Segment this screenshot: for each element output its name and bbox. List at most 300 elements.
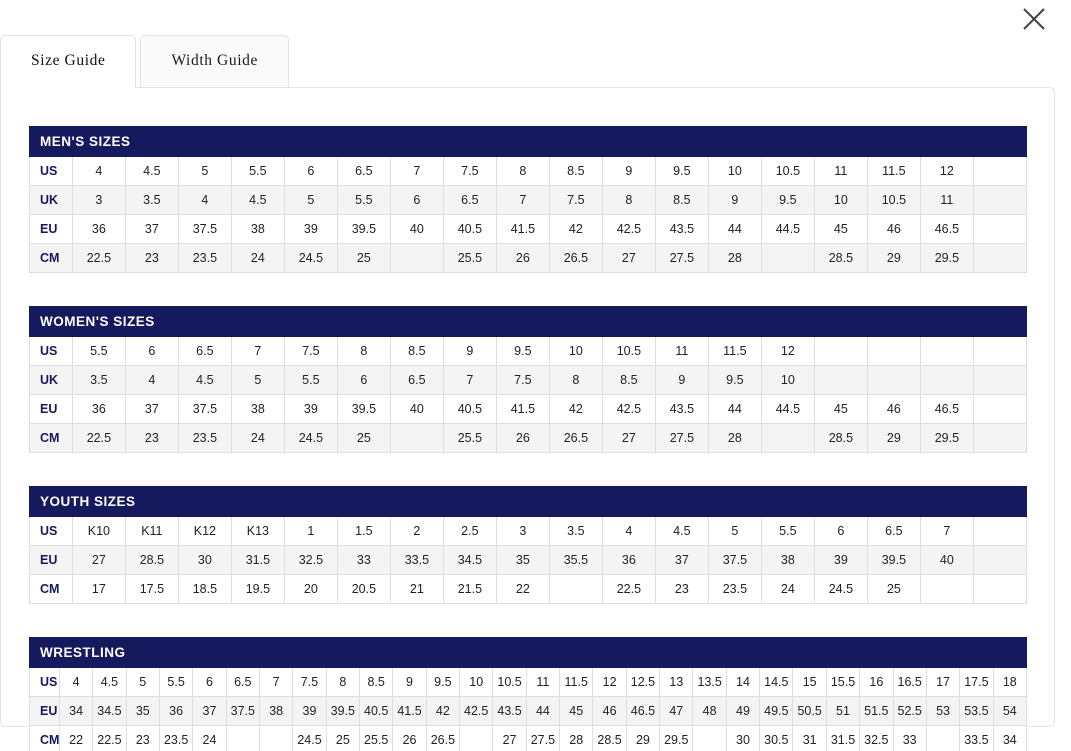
table-cell [867,366,920,395]
table-cell: K13 [231,517,284,546]
table-header-cell [973,487,1026,517]
table-title: WOMEN'S SIZES [30,307,179,337]
table-cell [549,575,602,604]
table-header-cell [443,127,496,157]
table-header-cell [493,638,526,668]
table-cell: 27.5 [526,726,559,751]
table-header-cell [920,307,973,337]
table-header-cell [284,127,337,157]
table-cell [390,424,443,453]
row-label: EU [30,546,73,575]
table-cell: 53.5 [960,697,993,726]
table-cell: 3.5 [125,186,178,215]
table-cell: 20.5 [337,575,390,604]
table-row [30,697,1027,726]
table-cell: 42 [549,215,602,244]
table-cell: 24.5 [814,575,867,604]
table-cell: 31.5 [231,546,284,575]
table-cell: 4 [178,186,231,215]
table-cell: 39.5 [337,215,390,244]
table-header-cell [960,638,993,668]
table-row [30,575,1027,604]
table-title: MEN'S SIZES [30,127,179,157]
table-row [30,337,1027,366]
table-cell: 6.5 [337,157,390,186]
table-cell [973,366,1026,395]
table-cell: 16.5 [893,668,926,697]
table-cell [920,337,973,366]
table-cell: 9.5 [761,186,814,215]
table-cell: 26.5 [549,424,602,453]
table-cell: 42.5 [602,215,655,244]
table-cell: 43.5 [655,215,708,244]
table-cell: 26.5 [426,726,459,751]
row-label: EU [30,395,73,424]
table-cell: 51.5 [860,697,893,726]
table-cell: 4 [125,366,178,395]
table-cell: 3.5 [549,517,602,546]
table-cell: 39 [284,215,337,244]
table-row [30,546,1027,575]
table-cell: K12 [178,517,231,546]
table-cell: 13 [660,668,693,697]
table-header-cell [231,307,284,337]
table-cell: 7.5 [284,337,337,366]
table-cell: 10 [549,337,602,366]
table-cell: 14 [726,668,759,697]
table-cell: 14.5 [760,668,793,697]
table-cell: 7 [920,517,973,546]
table-cell: 24 [761,575,814,604]
table-cell: 40 [390,395,443,424]
table-cell: 44.5 [761,395,814,424]
table-cell: 23 [126,726,159,751]
table-cell: 28.5 [814,244,867,273]
table-header-cell [549,127,602,157]
table-cell: 49 [726,697,759,726]
table-cell: 43.5 [655,395,708,424]
table-cell: 24 [231,424,284,453]
table-cell: 27 [602,424,655,453]
table-cell: 28 [708,424,761,453]
table-cell: 41.5 [496,395,549,424]
table-cell: 30 [178,546,231,575]
table-cell: 42.5 [460,697,493,726]
table-cell: 39 [284,395,337,424]
table-cell: 24.5 [284,424,337,453]
table-cell: 22.5 [72,244,125,273]
table-cell [973,337,1026,366]
table-cell: 17 [72,575,125,604]
table-cell: 37.5 [226,697,259,726]
table-cell: 25 [337,244,390,273]
table-header-cell [337,127,390,157]
table-cell: 42 [549,395,602,424]
table-header-cell [326,638,359,668]
table-cell: 40.5 [443,395,496,424]
table-cell: 4 [72,157,125,186]
table-cell: 7 [496,186,549,215]
table-cell: 33.5 [390,546,443,575]
table-cell: 3 [496,517,549,546]
table-header-cell [426,638,459,668]
row-label: US [30,157,73,186]
table-cell: 29 [867,424,920,453]
table-cell: 7.5 [443,157,496,186]
size-table [29,486,1027,604]
table-cell [814,366,867,395]
table-header-cell [549,487,602,517]
table-cell: 9 [655,366,708,395]
table-cell: 5.5 [337,186,390,215]
table-header-cell [920,127,973,157]
row-label: CM [30,726,60,751]
table-cell: 52.5 [893,697,926,726]
table-cell: 37 [125,395,178,424]
table-cell: 24.5 [293,726,326,751]
table-cell: 4.5 [231,186,284,215]
table-cell: 5.5 [72,337,125,366]
table-cell: 11 [814,157,867,186]
table-cell [867,337,920,366]
table-header-cell [655,487,708,517]
table-cell: 5.5 [231,157,284,186]
table-header-cell [660,638,693,668]
table-cell: 11.5 [560,668,593,697]
table-cell: 15.5 [826,668,859,697]
table-cell: 27 [602,244,655,273]
table-cell: 3.5 [72,366,125,395]
table-cell: 17.5 [960,668,993,697]
row-label: UK [30,366,73,395]
table-cell: 7 [443,366,496,395]
table-header-cell [284,307,337,337]
row-label: EU [30,697,60,726]
table-cell: 6.5 [867,517,920,546]
table-cell: 45 [814,395,867,424]
table-header-cell [602,127,655,157]
table-cell: 37 [125,215,178,244]
table-cell: 8 [496,157,549,186]
table-cell: 8 [549,366,602,395]
table-cell: 10.5 [602,337,655,366]
table-cell [973,395,1026,424]
table-cell: 22 [59,726,92,751]
table-cell: 48 [693,697,726,726]
table-cell: 7.5 [293,668,326,697]
table-cell: 8.5 [655,186,708,215]
table-cell: 5.5 [284,366,337,395]
table-cell: 41.5 [393,697,426,726]
table-title: YOUTH SIZES [30,487,179,517]
table-cell: 44 [526,697,559,726]
table-cell: 26 [496,424,549,453]
table-cell [390,244,443,273]
table-cell: 29 [626,726,659,751]
table-cell: 6 [193,668,226,697]
table-cell: 8.5 [360,668,393,697]
row-label: CM [30,244,73,273]
table-cell: 25 [326,726,359,751]
table-cell: 51 [826,697,859,726]
table-cell: 41.5 [496,215,549,244]
table-cell [226,726,259,751]
table-cell: 8.5 [602,366,655,395]
table-cell: 6.5 [178,337,231,366]
table-cell: 36 [72,215,125,244]
table-cell: 9.5 [708,366,761,395]
table-header-cell [549,307,602,337]
table-cell: 16 [860,668,893,697]
table-cell: 31 [793,726,826,751]
table-row [30,186,1027,215]
table-cell: 8 [337,337,390,366]
table-cell: 6 [337,366,390,395]
table-cell: 6 [814,517,867,546]
table-cell: 36 [602,546,655,575]
table-header-cell [560,638,593,668]
table-cell: 7 [259,668,292,697]
table-cell: 10 [460,668,493,697]
table-cell: 8 [326,668,359,697]
table-cell: 27.5 [655,424,708,453]
table-header-cell [814,307,867,337]
table-cell: 8.5 [549,157,602,186]
table-header-cell [390,307,443,337]
table-header-cell [293,638,326,668]
table-cell: 38 [259,697,292,726]
size-table [29,306,1027,453]
table-cell: 25 [867,575,920,604]
table-cell: 9.5 [496,337,549,366]
table-header-cell [626,638,659,668]
table-header-cell [926,638,959,668]
table-cell: 11 [920,186,973,215]
table-cell: 44 [708,215,761,244]
table-cell: 39.5 [337,395,390,424]
table-cell: 32.5 [860,726,893,751]
table-cell: 39.5 [867,546,920,575]
tab-width-guide[interactable] [140,35,288,87]
table-header-cell [814,487,867,517]
table-cell: 21 [390,575,443,604]
table-cell: 9.5 [426,668,459,697]
table-cell: 23.5 [178,244,231,273]
table-cell: 11.5 [708,337,761,366]
table-cell: 4.5 [178,366,231,395]
table-cell: 10 [814,186,867,215]
table-cell: 24 [231,244,284,273]
table-cell: 5 [284,186,337,215]
table-cell: 2 [390,517,443,546]
row-label: US [30,668,60,697]
table-cell [761,244,814,273]
table-header-cell [708,487,761,517]
table-cell: 9 [443,337,496,366]
table-cell: K11 [125,517,178,546]
table-cell: 26 [496,244,549,273]
table-cell [973,546,1026,575]
size-tables [1,88,1054,751]
table-header-cell [860,638,893,668]
table-cell: 44 [708,395,761,424]
table-cell: 1 [284,517,337,546]
table-cell: 29 [867,244,920,273]
table-cell [259,726,292,751]
table-cell: 6 [284,157,337,186]
table-cell: 29.5 [920,244,973,273]
table-cell: 30.5 [760,726,793,751]
table-cell: 39 [814,546,867,575]
table-cell: 24.5 [284,244,337,273]
table-cell: 37 [655,546,708,575]
table-cell: 12 [593,668,626,697]
table-cell: 25 [337,424,390,453]
table-cell [973,215,1026,244]
table-header-cell [231,487,284,517]
table-cell: 6.5 [390,366,443,395]
table-header-cell [793,638,826,668]
size-guide-panel [0,87,1055,747]
tab-size-guide[interactable] [0,35,136,87]
table-cell: 10 [761,366,814,395]
table-cell: 28.5 [814,424,867,453]
table-cell: 6.5 [443,186,496,215]
table-cell: 29.5 [660,726,693,751]
row-label: CM [30,575,73,604]
table-header-cell [526,638,559,668]
table-cell: 31.5 [826,726,859,751]
close-icon[interactable] [1015,0,1053,38]
table-row [30,517,1027,546]
table-header-cell [602,487,655,517]
table-cell: 25.5 [360,726,393,751]
table-row [30,157,1027,186]
table-cell: 45 [560,697,593,726]
table-cell: 5 [178,157,231,186]
table-cell: 40.5 [443,215,496,244]
table-cell: 35 [496,546,549,575]
table-cell [920,575,973,604]
table-cell: 4 [59,668,92,697]
table-cell: 9 [602,157,655,186]
table-cell: 25.5 [443,244,496,273]
table-cell: 18 [993,668,1026,697]
table-cell: 4.5 [655,517,708,546]
table-cell: 23 [655,575,708,604]
table-cell: 22.5 [72,424,125,453]
table-row [30,395,1027,424]
table-cell: 11 [526,668,559,697]
table-header-cell [761,307,814,337]
table-cell: 46 [867,215,920,244]
table-cell: 19.5 [231,575,284,604]
table-cell: 34.5 [93,697,126,726]
table-cell: 23 [125,244,178,273]
table-row [30,366,1027,395]
table-cell: 37.5 [708,546,761,575]
table-cell: 7.5 [496,366,549,395]
table-cell: 21.5 [443,575,496,604]
table-cell: 22.5 [93,726,126,751]
table-header-cell [496,487,549,517]
row-label: CM [30,424,73,453]
table-cell: 12 [920,157,973,186]
table-cell: 46.5 [626,697,659,726]
table-header-cell [867,487,920,517]
table-header-cell [920,487,973,517]
table-cell [761,424,814,453]
table-cell: 33.5 [960,726,993,751]
table-cell: 46 [593,697,626,726]
table-cell: 7 [231,337,284,366]
table-cell: 23.5 [178,424,231,453]
table-header-cell [159,638,192,668]
table-header-cell [693,638,726,668]
table-header-cell [284,487,337,517]
table-header-cell [226,638,259,668]
table-cell [973,157,1026,186]
table-cell: 34 [59,697,92,726]
table-cell: 5.5 [761,517,814,546]
table-cell [814,337,867,366]
table-cell: 23.5 [159,726,192,751]
table-cell: 17 [926,668,959,697]
table-cell: 4 [602,517,655,546]
size-table [29,637,1027,751]
table-cell: 37 [193,697,226,726]
table-cell: 3 [72,186,125,215]
table-header-cell [443,307,496,337]
table-header-cell [655,307,708,337]
row-label: UK [30,186,73,215]
table-cell: 53 [926,697,959,726]
table-cell: 5 [126,668,159,697]
table-cell [920,366,973,395]
table-cell [693,726,726,751]
table-cell: 6 [390,186,443,215]
table-cell: 40.5 [360,697,393,726]
table-cell: 7.5 [549,186,602,215]
table-header-cell [193,638,226,668]
table-cell: 28 [708,244,761,273]
tab-bar [0,27,289,87]
table-cell: 9 [708,186,761,215]
table-header-cell [259,638,292,668]
table-cell: 40 [920,546,973,575]
table-header-cell [393,638,426,668]
table-cell: 5 [708,517,761,546]
table-cell: 1.5 [337,517,390,546]
table-cell [926,726,959,751]
table-row [30,726,1027,751]
table-cell: 27.5 [655,244,708,273]
table-header-cell [708,127,761,157]
table-cell: 11 [655,337,708,366]
table-cell: 46.5 [920,215,973,244]
table-cell: 10.5 [493,668,526,697]
table-cell: 26.5 [549,244,602,273]
table-cell: 11.5 [867,157,920,186]
table-cell: 36 [72,395,125,424]
row-label: EU [30,215,73,244]
table-cell: 47 [660,697,693,726]
table-header-cell [826,638,859,668]
table-header-cell [360,638,393,668]
table-cell: 36 [159,697,192,726]
table-cell: 33 [893,726,926,751]
table-cell: 46.5 [920,395,973,424]
